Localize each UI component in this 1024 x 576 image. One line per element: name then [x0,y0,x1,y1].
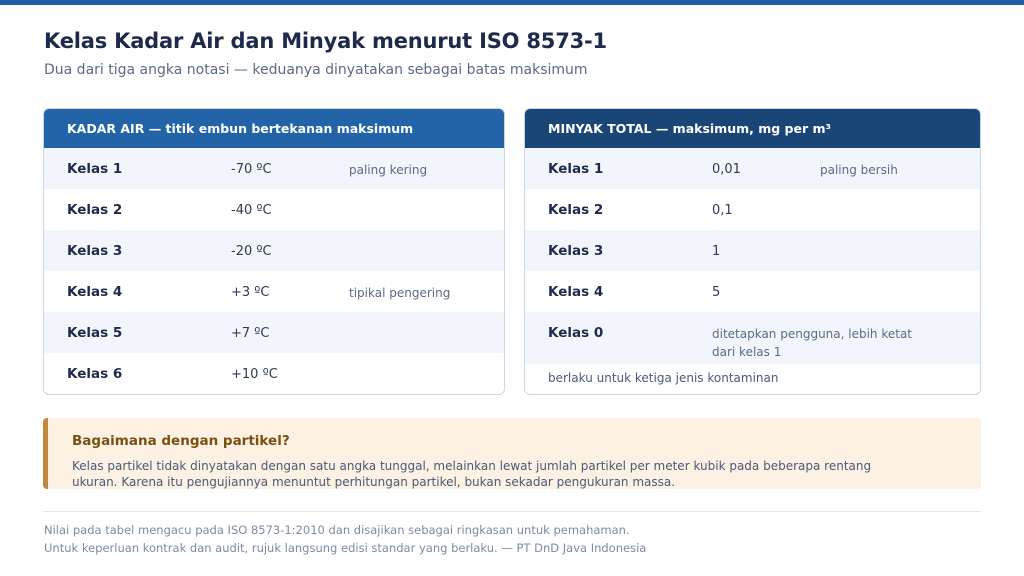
water-table-header: KADAR AIR — titik embun bertekanan maksimum [44,109,504,148]
top-accent-bar [0,0,1024,5]
dew-point-value: +3 ºC [231,285,270,300]
table-row [525,312,980,364]
table-row [525,230,980,271]
row-note: tipikal pengering [349,286,451,300]
class-label: Kelas 3 [67,243,123,259]
dew-point-value: +7 ºC [231,326,270,341]
row-note: ditetapkan pengguna, lebih ketat dari kelas 1 [712,327,913,359]
footer-line-1: Nilai pada tabel mengacu pada ISO 8573-1:2010 dan disajikan sebagai ringkasan untuk pemahaman. [44,523,630,537]
table-row [44,353,504,394]
callout-body: Kelas partikel tidak dinyatakan dengan satu angka tunggal, melainkan lewat jumlah partikel per meter kubik pada beberapa rentang ukuran. Karena itu pengujiannya menuntut perhitungan partikel, bukan sekadar pengukuran massa. [72,459,872,489]
page-title: Kelas Kadar Air dan Minyak menurut ISO 8573-1 [44,29,607,53]
class-label: Kelas 1 [548,161,604,177]
class-label: Kelas 4 [548,284,604,300]
oil-limit-value: 5 [712,285,721,300]
class-label: Kelas 3 [548,243,604,259]
class-label: Kelas 5 [67,325,123,341]
table-row [525,189,980,230]
class-label: Kelas 0 [548,325,604,341]
page-subtitle: Dua dari tiga angka notasi — keduanya dinyatakan sebagai batas maksimum [44,62,588,78]
water-class-table [43,108,505,395]
footer-line-2: Untuk keperluan kontrak dan audit, rujuk langsung edisi standar yang berlaku. — PT DnD Java Indonesia [44,541,647,555]
row-note: paling bersih [820,163,898,177]
table-row [44,148,504,189]
table-row [44,312,504,353]
dew-point-value: -20 ºC [231,244,272,259]
class-label: Kelas 1 [67,161,123,177]
table-row [44,271,504,312]
callout-title: Bagaimana dengan partikel? [72,433,290,449]
dew-point-value: -40 ºC [231,203,272,218]
footer-divider [43,511,981,512]
table-row [44,230,504,271]
table-row [44,189,504,230]
oil-limit-value: 0,1 [712,203,733,218]
oil-limit-value: 0,01 [712,162,741,177]
oil-class-table [524,108,981,395]
particle-note-callout [43,418,981,489]
oil-table-footnote: berlaku untuk ketiga jenis kontaminan [548,371,779,385]
table-row [525,271,980,312]
class-label: Kelas 6 [67,366,123,382]
oil-limit-value: 1 [712,244,721,259]
class-label: Kelas 4 [67,284,123,300]
class-label: Kelas 2 [67,202,123,218]
class-label: Kelas 2 [548,202,604,218]
table-row [525,148,980,189]
dew-point-value: +10 ºC [231,367,278,382]
oil-table-header: MINYAK TOTAL — maksimum, mg per m³ [525,109,980,148]
row-note: paling kering [349,163,428,177]
dew-point-value: -70 ºC [231,162,272,177]
